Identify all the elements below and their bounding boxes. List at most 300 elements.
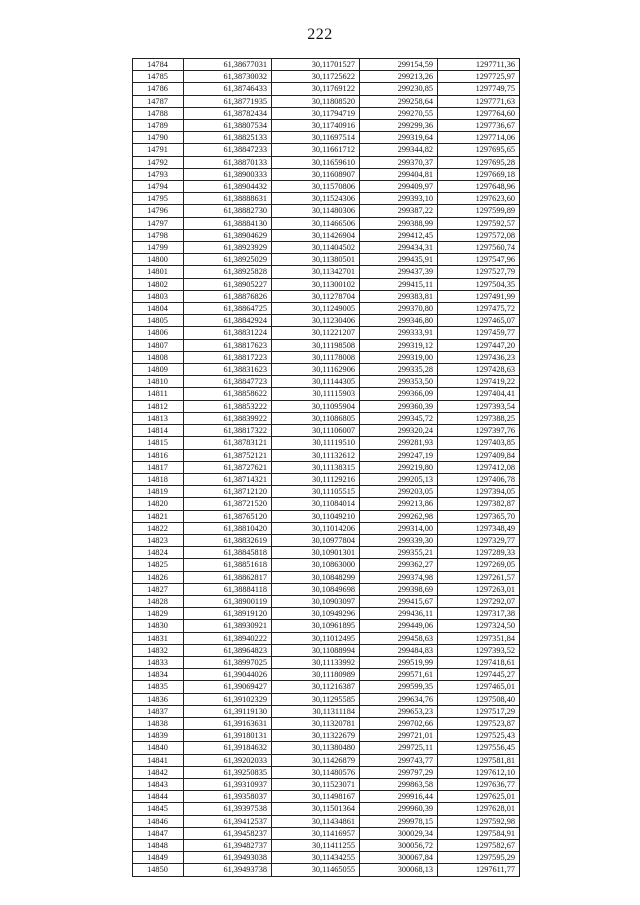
table-row <box>133 437 520 449</box>
latitude-cell: 61,38905227 <box>184 278 272 290</box>
longitude-cell: 30,11119510 <box>272 437 360 449</box>
point-id-cell: 14793 <box>133 168 184 180</box>
point-id-cell: 14814 <box>133 425 184 437</box>
longitude-cell: 30,11608907 <box>272 168 360 180</box>
longitude-cell: 30,11144305 <box>272 376 360 388</box>
latitude-cell: 61,38923929 <box>184 242 272 254</box>
point-id-cell: 14850 <box>133 864 184 876</box>
longitude-cell: 30,11106007 <box>272 425 360 437</box>
latitude-cell: 61,39184632 <box>184 742 272 754</box>
table-row <box>133 120 520 132</box>
longitude-cell: 30,11434255 <box>272 852 360 864</box>
longitude-cell: 30,10901301 <box>272 547 360 559</box>
point-id-cell: 14797 <box>133 217 184 229</box>
x-coordinate-cell: 299370,80 <box>360 303 438 315</box>
y-coordinate-cell: 1297669,18 <box>438 168 520 180</box>
y-coordinate-cell: 1297289,33 <box>438 547 520 559</box>
y-coordinate-cell: 1297527,79 <box>438 266 520 278</box>
point-id-cell: 14788 <box>133 107 184 119</box>
x-coordinate-cell: 299863,58 <box>360 778 438 790</box>
point-id-cell: 14804 <box>133 303 184 315</box>
latitude-cell: 61,39412537 <box>184 815 272 827</box>
latitude-cell: 61,38876826 <box>184 290 272 302</box>
x-coordinate-cell: 299383,81 <box>360 290 438 302</box>
table-row <box>133 193 520 205</box>
x-coordinate-cell: 299743,77 <box>360 754 438 766</box>
point-id-cell: 14820 <box>133 498 184 510</box>
x-coordinate-cell: 299335,28 <box>360 364 438 376</box>
longitude-cell: 30,11465055 <box>272 864 360 876</box>
latitude-cell: 61,38900333 <box>184 168 272 180</box>
point-id-cell: 14785 <box>133 71 184 83</box>
longitude-cell: 30,11404502 <box>272 242 360 254</box>
longitude-cell: 30,11221207 <box>272 327 360 339</box>
table-row <box>133 498 520 510</box>
longitude-cell: 30,11380501 <box>272 254 360 266</box>
y-coordinate-cell: 1297523,87 <box>438 717 520 729</box>
point-id-cell: 14847 <box>133 827 184 839</box>
y-coordinate-cell: 1297491,99 <box>438 290 520 302</box>
longitude-cell: 30,11434861 <box>272 815 360 827</box>
point-id-cell: 14819 <box>133 486 184 498</box>
latitude-cell: 61,38925029 <box>184 254 272 266</box>
longitude-cell: 30,11088994 <box>272 644 360 656</box>
y-coordinate-cell: 1297547,96 <box>438 254 520 266</box>
longitude-cell: 30,11278704 <box>272 290 360 302</box>
latitude-cell: 61,38727621 <box>184 461 272 473</box>
x-coordinate-cell: 299366,09 <box>360 388 438 400</box>
point-id-cell: 14827 <box>133 583 184 595</box>
x-coordinate-cell: 299154,59 <box>360 59 438 71</box>
point-id-cell: 14821 <box>133 510 184 522</box>
table-row <box>133 510 520 522</box>
x-coordinate-cell: 299436,11 <box>360 608 438 620</box>
table-row <box>133 168 520 180</box>
y-coordinate-cell: 1297459,77 <box>438 327 520 339</box>
latitude-cell: 61,38752121 <box>184 449 272 461</box>
table-row <box>133 827 520 839</box>
y-coordinate-cell: 1297419,22 <box>438 376 520 388</box>
x-coordinate-cell: 299978,15 <box>360 815 438 827</box>
x-coordinate-cell: 299247,19 <box>360 449 438 461</box>
longitude-cell: 30,11769122 <box>272 83 360 95</box>
y-coordinate-cell: 1297508,40 <box>438 693 520 705</box>
table-row <box>133 59 520 71</box>
point-id-cell: 14841 <box>133 754 184 766</box>
latitude-cell: 61,38832619 <box>184 534 272 546</box>
x-coordinate-cell: 299203,05 <box>360 486 438 498</box>
longitude-cell: 30,11570806 <box>272 181 360 193</box>
longitude-cell: 30,11300102 <box>272 278 360 290</box>
y-coordinate-cell: 1297428,63 <box>438 364 520 376</box>
table-row <box>133 278 520 290</box>
point-id-cell: 14786 <box>133 83 184 95</box>
longitude-cell: 30,11322679 <box>272 730 360 742</box>
table-row <box>133 156 520 168</box>
point-id-cell: 14806 <box>133 327 184 339</box>
longitude-cell: 30,11320781 <box>272 717 360 729</box>
x-coordinate-cell: 299314,00 <box>360 522 438 534</box>
y-coordinate-cell: 1297582,67 <box>438 840 520 852</box>
longitude-cell: 30,11180989 <box>272 669 360 681</box>
point-id-cell: 14839 <box>133 730 184 742</box>
x-coordinate-cell: 299437,39 <box>360 266 438 278</box>
longitude-cell: 30,11178008 <box>272 351 360 363</box>
point-id-cell: 14824 <box>133 547 184 559</box>
x-coordinate-cell: 299281,93 <box>360 437 438 449</box>
longitude-cell: 30,11132612 <box>272 449 360 461</box>
y-coordinate-cell: 1297592,98 <box>438 815 520 827</box>
y-coordinate-cell: 1297695,28 <box>438 156 520 168</box>
latitude-cell: 61,38817322 <box>184 425 272 437</box>
y-coordinate-cell: 1297292,07 <box>438 595 520 607</box>
longitude-cell: 30,11794719 <box>272 107 360 119</box>
point-id-cell: 14817 <box>133 461 184 473</box>
latitude-cell: 61,38904432 <box>184 181 272 193</box>
y-coordinate-cell: 1297269,05 <box>438 559 520 571</box>
x-coordinate-cell: 300056,72 <box>360 840 438 852</box>
longitude-cell: 30,11311184 <box>272 705 360 717</box>
x-coordinate-cell: 299320,24 <box>360 425 438 437</box>
x-coordinate-cell: 299412,45 <box>360 229 438 241</box>
point-id-cell: 14818 <box>133 473 184 485</box>
latitude-cell: 61,38853222 <box>184 400 272 412</box>
longitude-cell: 30,11416957 <box>272 827 360 839</box>
table-row <box>133 327 520 339</box>
point-id-cell: 14809 <box>133 364 184 376</box>
latitude-cell: 61,38810420 <box>184 522 272 534</box>
longitude-cell: 30,10961895 <box>272 620 360 632</box>
x-coordinate-cell: 299205,13 <box>360 473 438 485</box>
point-id-cell: 14795 <box>133 193 184 205</box>
x-coordinate-cell: 299213,86 <box>360 498 438 510</box>
point-id-cell: 14790 <box>133 132 184 144</box>
x-coordinate-cell: 299344,82 <box>360 144 438 156</box>
x-coordinate-cell: 299388,99 <box>360 217 438 229</box>
latitude-cell: 61,38746433 <box>184 83 272 95</box>
point-id-cell: 14800 <box>133 254 184 266</box>
point-id-cell: 14811 <box>133 388 184 400</box>
point-id-cell: 14833 <box>133 656 184 668</box>
x-coordinate-cell: 299398,69 <box>360 583 438 595</box>
point-id-cell: 14816 <box>133 449 184 461</box>
y-coordinate-cell: 1297475,72 <box>438 303 520 315</box>
latitude-cell: 61,39358037 <box>184 791 272 803</box>
y-coordinate-cell: 1297636,77 <box>438 778 520 790</box>
table-row <box>133 364 520 376</box>
y-coordinate-cell: 1297382,87 <box>438 498 520 510</box>
point-id-cell: 14822 <box>133 522 184 534</box>
x-coordinate-cell: 299599,35 <box>360 681 438 693</box>
x-coordinate-cell: 299484,83 <box>360 644 438 656</box>
point-id-cell: 14835 <box>133 681 184 693</box>
latitude-cell: 61,39044026 <box>184 669 272 681</box>
x-coordinate-cell: 299725,11 <box>360 742 438 754</box>
longitude-cell: 30,11411255 <box>272 840 360 852</box>
longitude-cell: 30,11701527 <box>272 59 360 71</box>
point-id-cell: 14812 <box>133 400 184 412</box>
table-row <box>133 486 520 498</box>
latitude-cell: 61,38677031 <box>184 59 272 71</box>
longitude-cell: 30,11501364 <box>272 803 360 815</box>
latitude-cell: 61,38817623 <box>184 339 272 351</box>
y-coordinate-cell: 1297556,45 <box>438 742 520 754</box>
table-row <box>133 791 520 803</box>
table-row <box>133 681 520 693</box>
table-row <box>133 412 520 424</box>
y-coordinate-cell: 1297595,29 <box>438 852 520 864</box>
longitude-cell: 30,11725622 <box>272 71 360 83</box>
table-row <box>133 181 520 193</box>
y-coordinate-cell: 1297711,36 <box>438 59 520 71</box>
longitude-cell: 30,11740916 <box>272 120 360 132</box>
x-coordinate-cell: 299916,44 <box>360 791 438 803</box>
table-row <box>133 71 520 83</box>
table-row <box>133 717 520 729</box>
point-id-cell: 14844 <box>133 791 184 803</box>
latitude-cell: 61,39202033 <box>184 754 272 766</box>
x-coordinate-cell: 299353,50 <box>360 376 438 388</box>
longitude-cell: 30,10863000 <box>272 559 360 571</box>
table-row <box>133 107 520 119</box>
point-id-cell: 14801 <box>133 266 184 278</box>
table-row <box>133 705 520 717</box>
table-row <box>133 132 520 144</box>
point-id-cell: 14845 <box>133 803 184 815</box>
x-coordinate-cell: 299299,36 <box>360 120 438 132</box>
longitude-cell: 30,11480576 <box>272 766 360 778</box>
x-coordinate-cell: 299360,39 <box>360 400 438 412</box>
point-id-cell: 14831 <box>133 632 184 644</box>
y-coordinate-cell: 1297648,96 <box>438 181 520 193</box>
table-row <box>133 644 520 656</box>
y-coordinate-cell: 1297764,60 <box>438 107 520 119</box>
longitude-cell: 30,11162906 <box>272 364 360 376</box>
x-coordinate-cell: 299653,23 <box>360 705 438 717</box>
y-coordinate-cell: 1297317,38 <box>438 608 520 620</box>
latitude-cell: 61,38882730 <box>184 205 272 217</box>
table-row <box>133 205 520 217</box>
y-coordinate-cell: 1297517,29 <box>438 705 520 717</box>
latitude-cell: 61,38712120 <box>184 486 272 498</box>
table-row <box>133 376 520 388</box>
table-row <box>133 571 520 583</box>
x-coordinate-cell: 299346,80 <box>360 315 438 327</box>
longitude-cell: 30,11659610 <box>272 156 360 168</box>
latitude-cell: 61,38864725 <box>184 303 272 315</box>
point-id-cell: 14808 <box>133 351 184 363</box>
point-id-cell: 14799 <box>133 242 184 254</box>
x-coordinate-cell: 299230,85 <box>360 83 438 95</box>
longitude-cell: 30,11249005 <box>272 303 360 315</box>
longitude-cell: 30,11426879 <box>272 754 360 766</box>
latitude-cell: 61,38842924 <box>184 315 272 327</box>
table-row <box>133 669 520 681</box>
table-row <box>133 254 520 266</box>
x-coordinate-cell: 299319,64 <box>360 132 438 144</box>
latitude-cell: 61,38900119 <box>184 595 272 607</box>
table-row <box>133 778 520 790</box>
x-coordinate-cell: 299219,80 <box>360 461 438 473</box>
x-coordinate-cell: 299339,30 <box>360 534 438 546</box>
y-coordinate-cell: 1297263,01 <box>438 583 520 595</box>
point-id-cell: 14823 <box>133 534 184 546</box>
table-row <box>133 620 520 632</box>
y-coordinate-cell: 1297695,65 <box>438 144 520 156</box>
longitude-cell: 30,11498167 <box>272 791 360 803</box>
table-row <box>133 351 520 363</box>
longitude-cell: 30,11380480 <box>272 742 360 754</box>
y-coordinate-cell: 1297725,97 <box>438 71 520 83</box>
y-coordinate-cell: 1297611,77 <box>438 864 520 876</box>
table-row <box>133 864 520 876</box>
longitude-cell: 30,11012495 <box>272 632 360 644</box>
y-coordinate-cell: 1297628,01 <box>438 803 520 815</box>
table-row <box>133 290 520 302</box>
point-id-cell: 14825 <box>133 559 184 571</box>
table-row <box>133 815 520 827</box>
table-row <box>133 266 520 278</box>
point-id-cell: 14849 <box>133 852 184 864</box>
point-id-cell: 14805 <box>133 315 184 327</box>
x-coordinate-cell: 299333,91 <box>360 327 438 339</box>
x-coordinate-cell: 299702,66 <box>360 717 438 729</box>
longitude-cell: 30,11086805 <box>272 412 360 424</box>
point-id-cell: 14843 <box>133 778 184 790</box>
table-row <box>133 339 520 351</box>
x-coordinate-cell: 300068,13 <box>360 864 438 876</box>
latitude-cell: 61,38930921 <box>184 620 272 632</box>
point-id-cell: 14836 <box>133 693 184 705</box>
point-id-cell: 14828 <box>133 595 184 607</box>
longitude-cell: 30,11661712 <box>272 144 360 156</box>
latitude-cell: 61,38862817 <box>184 571 272 583</box>
latitude-cell: 61,39482737 <box>184 840 272 852</box>
x-coordinate-cell: 299634,76 <box>360 693 438 705</box>
x-coordinate-cell: 299319,12 <box>360 339 438 351</box>
x-coordinate-cell: 299213,26 <box>360 71 438 83</box>
page-number: 222 <box>307 26 333 43</box>
latitude-cell: 61,38884130 <box>184 217 272 229</box>
y-coordinate-cell: 1297581,81 <box>438 754 520 766</box>
y-coordinate-cell: 1297572,08 <box>438 229 520 241</box>
y-coordinate-cell: 1297329,77 <box>438 534 520 546</box>
latitude-cell: 61,38858622 <box>184 388 272 400</box>
table-row <box>133 388 520 400</box>
table-row <box>133 534 520 546</box>
latitude-cell: 61,38919120 <box>184 608 272 620</box>
latitude-cell: 61,38765120 <box>184 510 272 522</box>
table-row <box>133 425 520 437</box>
coordinates-table-body <box>133 59 520 877</box>
longitude-cell: 30,11133992 <box>272 656 360 668</box>
table-row <box>133 449 520 461</box>
point-id-cell: 14794 <box>133 181 184 193</box>
longitude-cell: 30,11295585 <box>272 693 360 705</box>
table-row <box>133 315 520 327</box>
y-coordinate-cell: 1297409,84 <box>438 449 520 461</box>
y-coordinate-cell: 1297560,74 <box>438 242 520 254</box>
coordinates-table <box>132 58 520 877</box>
longitude-cell: 30,11480306 <box>272 205 360 217</box>
table-row <box>133 632 520 644</box>
table-row <box>133 461 520 473</box>
longitude-cell: 30,11342701 <box>272 266 360 278</box>
table-row <box>133 303 520 315</box>
y-coordinate-cell: 1297465,07 <box>438 315 520 327</box>
latitude-cell: 61,38925828 <box>184 266 272 278</box>
longitude-cell: 30,11084014 <box>272 498 360 510</box>
latitude-cell: 61,39102329 <box>184 693 272 705</box>
table-row <box>133 803 520 815</box>
point-id-cell: 14832 <box>133 644 184 656</box>
table-row <box>133 840 520 852</box>
table-row <box>133 400 520 412</box>
y-coordinate-cell: 1297749,75 <box>438 83 520 95</box>
latitude-cell: 61,38847233 <box>184 144 272 156</box>
y-coordinate-cell: 1297465,01 <box>438 681 520 693</box>
latitude-cell: 61,38714321 <box>184 473 272 485</box>
point-id-cell: 14787 <box>133 95 184 107</box>
y-coordinate-cell: 1297714,06 <box>438 132 520 144</box>
x-coordinate-cell: 299721,01 <box>360 730 438 742</box>
latitude-cell: 61,38817223 <box>184 351 272 363</box>
point-id-cell: 14829 <box>133 608 184 620</box>
longitude-cell: 30,11115903 <box>272 388 360 400</box>
latitude-cell: 61,38807534 <box>184 120 272 132</box>
x-coordinate-cell: 299262,98 <box>360 510 438 522</box>
y-coordinate-cell: 1297445,27 <box>438 669 520 681</box>
point-id-cell: 14802 <box>133 278 184 290</box>
latitude-cell: 61,38851618 <box>184 559 272 571</box>
longitude-cell: 30,11014206 <box>272 522 360 534</box>
y-coordinate-cell: 1297623,60 <box>438 193 520 205</box>
longitude-cell: 30,10848299 <box>272 571 360 583</box>
latitude-cell: 61,38831623 <box>184 364 272 376</box>
longitude-cell: 30,11466506 <box>272 217 360 229</box>
longitude-cell: 30,10903097 <box>272 595 360 607</box>
latitude-cell: 61,39493038 <box>184 852 272 864</box>
y-coordinate-cell: 1297599,89 <box>438 205 520 217</box>
latitude-cell: 61,38839922 <box>184 412 272 424</box>
x-coordinate-cell: 299960,39 <box>360 803 438 815</box>
y-coordinate-cell: 1297351,84 <box>438 632 520 644</box>
longitude-cell: 30,10849698 <box>272 583 360 595</box>
x-coordinate-cell: 299374,98 <box>360 571 438 583</box>
y-coordinate-cell: 1297393,52 <box>438 644 520 656</box>
latitude-cell: 61,39180131 <box>184 730 272 742</box>
latitude-cell: 61,39250835 <box>184 766 272 778</box>
point-id-cell: 14846 <box>133 815 184 827</box>
longitude-cell: 30,11216387 <box>272 681 360 693</box>
point-id-cell: 14810 <box>133 376 184 388</box>
longitude-cell: 30,10977804 <box>272 534 360 546</box>
point-id-cell: 14807 <box>133 339 184 351</box>
point-id-cell: 14815 <box>133 437 184 449</box>
table-row <box>133 766 520 778</box>
latitude-cell: 61,38782434 <box>184 107 272 119</box>
x-coordinate-cell: 299415,67 <box>360 595 438 607</box>
point-id-cell: 14840 <box>133 742 184 754</box>
x-coordinate-cell: 299270,55 <box>360 107 438 119</box>
point-id-cell: 14798 <box>133 229 184 241</box>
x-coordinate-cell: 299345,72 <box>360 412 438 424</box>
y-coordinate-cell: 1297447,20 <box>438 339 520 351</box>
y-coordinate-cell: 1297388,25 <box>438 412 520 424</box>
latitude-cell: 61,39069427 <box>184 681 272 693</box>
latitude-cell: 61,39397538 <box>184 803 272 815</box>
x-coordinate-cell: 299355,21 <box>360 547 438 559</box>
